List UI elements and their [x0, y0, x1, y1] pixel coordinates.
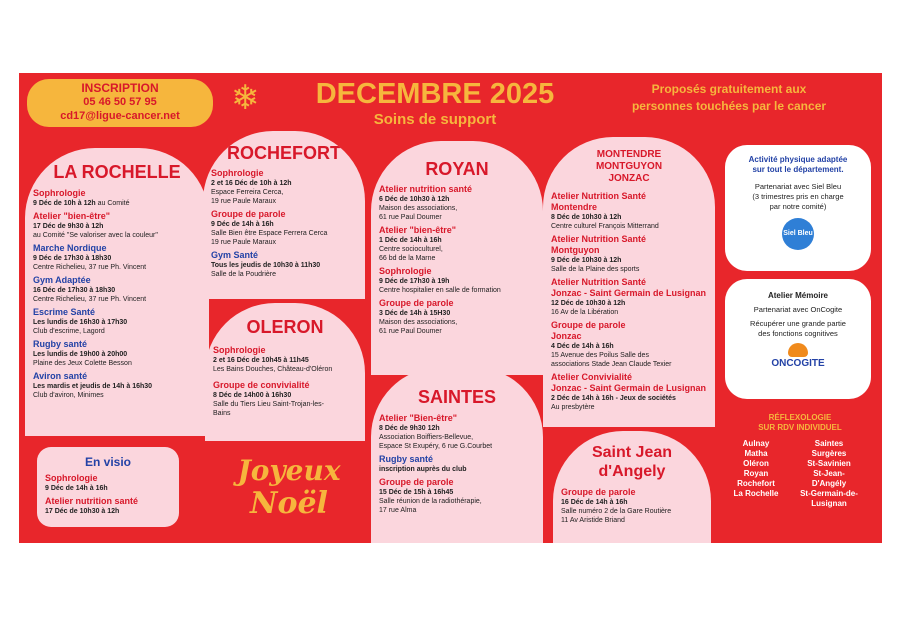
joyeux-text: Joyeux	[237, 454, 341, 487]
city-line: Saint Jean	[591, 444, 673, 461]
text-line: par notre comité)	[769, 202, 827, 211]
activity-where: 15 Avenue des Poilus Salle des	[551, 352, 649, 359]
activity-escrime	[33, 307, 201, 336]
siel-bleu-title	[725, 145, 871, 175]
activity-where: Association Boiffiers-Bellevue,	[379, 434, 474, 441]
oncogite-logo	[725, 339, 871, 370]
memoire-text	[725, 301, 871, 339]
text-line: (3 trimestres pris en charge	[752, 192, 844, 201]
activity-sophrologie	[213, 345, 357, 374]
panel-la-rochelle	[25, 148, 209, 436]
title-line: Activité physique adaptée	[748, 155, 848, 164]
inscription-email: cd17@ligue-cancer.net	[60, 110, 180, 122]
city-oleron: OLERON	[246, 317, 324, 337]
activity-when: 15 Déc de 15h à 16h45	[379, 489, 454, 496]
activity-sophrologie	[33, 188, 201, 208]
activity-where: Maison des associations,	[379, 205, 458, 212]
activity-label: Atelier "Bien-être"	[379, 413, 458, 423]
activity-when: 8 Déc de 14h00 à 16h30	[213, 392, 292, 399]
reflexologie-town: St-Germain-de-	[800, 489, 858, 498]
activity-label: Escrime Santé	[33, 307, 96, 317]
activity-where: 66 bd de la Marne	[379, 255, 436, 262]
panel-oleron	[205, 303, 365, 441]
activity-rugby	[379, 454, 535, 474]
activity-when: 17 Déc de 9h30 à 12h	[33, 223, 104, 230]
city-royan: ROYAN	[425, 159, 489, 179]
memoire-title: Atelier Mémoire	[767, 291, 829, 300]
activity-label: Sophrologie	[379, 266, 432, 276]
activity-when: 8 Déc de 9h30 12h	[379, 425, 440, 432]
activity-when: 6 Déc de 10h30 à 12h	[379, 196, 450, 203]
reflexologie	[725, 413, 875, 509]
visio-sophrologie	[45, 473, 171, 493]
reflexologie-town: Surgères	[811, 449, 847, 458]
siel-bleu-text	[725, 175, 871, 212]
activity-label: Sophrologie	[213, 345, 266, 355]
activity-label: Gym Santé	[211, 250, 259, 260]
activity-where: Salle du Tiers Lieu Saint-Trojan-les-	[213, 401, 325, 408]
activity-where: Centre socioculturel,	[379, 246, 443, 253]
panel-royan	[371, 141, 543, 375]
reflexologie-col-1	[725, 439, 787, 509]
reflexologie-col-2	[787, 439, 871, 509]
activity-when: 9 Déc de 14h à 16h	[45, 485, 108, 492]
oncogite-logo-text: ONCOGITE	[771, 358, 825, 369]
city-line: d'Angely	[598, 463, 666, 480]
activity-nutrition	[379, 184, 535, 222]
activity-where: 11 Av Aristide Briand	[561, 517, 625, 524]
activity-when: 2 et 16 Déc de 10h45 à 11h45	[213, 357, 309, 364]
activity-label: Atelier "bien-être"	[379, 225, 457, 235]
reflexologie-town: Saintes	[814, 439, 844, 448]
visio-nutrition	[45, 496, 171, 516]
activity-nutrition-montguyon	[551, 234, 707, 274]
reflexologie-town: Rochefort	[737, 479, 775, 488]
reflexologie-town: Oléron	[743, 459, 769, 468]
city-line: JONZAC	[608, 173, 650, 184]
memoire-box	[725, 279, 871, 399]
activity-where: 61 rue Paul Doumer	[379, 214, 442, 221]
noel-text: Noël	[250, 486, 328, 521]
activity-when: 9 Déc de 14h à 16h	[211, 221, 274, 228]
inscription-title: INSCRIPTION	[81, 81, 159, 95]
visio-title: En visio	[84, 455, 131, 469]
activity-groupe	[379, 477, 535, 515]
reflexologie-town: St-Savinien	[807, 459, 851, 468]
activity-when: inscription auprès du club	[379, 466, 467, 473]
activity-where: Club d'aviron, Minimes	[33, 392, 104, 399]
panel-saint-jean	[553, 431, 711, 543]
city-saintes: SAINTES	[417, 387, 496, 407]
activity-where: 16 Av de la Libération	[551, 309, 619, 316]
activity-marche	[33, 243, 201, 272]
activity-when: 16 Déc de 17h30 à 18h30	[33, 287, 116, 294]
reflexologie-town: Lusignan	[811, 499, 847, 508]
activity-label: Rugby santé	[33, 339, 88, 349]
activity-nutrition-jonzac	[551, 277, 707, 317]
activity-where: associations Stade Jean Claude Texier	[551, 361, 672, 368]
activity-where: Bains	[213, 410, 231, 417]
city-saint-jean	[553, 431, 711, 481]
activity-label: Atelier nutrition santé	[45, 496, 139, 506]
activity-where: Espace Ferreira Cerca,	[211, 189, 284, 196]
activity-label: Atelier Nutrition Santé	[551, 277, 647, 287]
activity-where: Au presbytère	[551, 404, 595, 411]
activity-sophrologie	[379, 266, 535, 295]
tagline	[609, 81, 849, 115]
reflexologie-town: Aulnay	[742, 439, 770, 448]
panel-montendre	[543, 137, 715, 427]
activity-where: au Comité	[95, 200, 130, 207]
siel-bleu-box	[725, 145, 871, 271]
activity-where: 61 rue Paul Doumer	[379, 328, 442, 335]
activity-gym	[33, 275, 201, 304]
activity-when: 2 Déc de 14h à 16h - Jeux de sociétés	[551, 395, 676, 402]
activity-gym	[211, 250, 357, 279]
inscription-box	[27, 79, 213, 127]
activity-groupe	[211, 209, 357, 247]
activity-label: Atelier nutrition santé	[379, 184, 473, 194]
city-la-rochelle: LA ROCHELLE	[53, 162, 181, 182]
reflexologie-town: La Rochelle	[733, 489, 779, 498]
activity-where: Salle numéro 2 de la Gare Routière	[561, 508, 672, 515]
activity-sophrologie	[211, 168, 357, 206]
activity-when: 16 Déc de 14h à 16h	[561, 499, 628, 506]
title-line: sur tout le département.	[752, 165, 844, 174]
activity-when: 9 Déc de 17h30 à 19h	[379, 278, 450, 285]
panel-rochefort	[203, 131, 365, 299]
activity-where: Maison des associations,	[379, 319, 458, 326]
activity-label: Groupe de parole	[211, 209, 286, 219]
activity-rugby	[33, 339, 201, 368]
panel-saintes	[371, 367, 543, 543]
activity-label: Groupe de convivialité	[213, 380, 310, 390]
activity-when: 8 Déc de 10h30 à 12h	[551, 214, 622, 221]
activity-where: 17 rue Alma	[379, 507, 417, 514]
activity-groupe	[379, 298, 535, 336]
activity-when: 2 et 16 Déc de 10h à 12h	[211, 180, 292, 187]
activity-label: Groupe de parole	[561, 487, 636, 497]
reflexologie-town: D'Angély	[811, 479, 847, 488]
text-line: Partenariat avec OnCogite	[753, 305, 843, 314]
inscription-phone: 05 46 50 57 95	[83, 96, 157, 108]
activity-label: Atelier Convivialité	[551, 372, 633, 382]
city-montendre	[543, 137, 715, 185]
activity-where: au Comité "Se valoriser avec la couleur"	[33, 232, 158, 239]
activity-label: Atelier Nutrition Santé	[551, 191, 647, 201]
activity-when: 9 Déc de 10h30 à 12h	[551, 257, 622, 264]
activity-label: Rugby santé	[379, 454, 434, 464]
activity-when: Les lundis de 16h30 à 17h30	[33, 319, 128, 326]
page-subtitle: Soins de support	[373, 111, 497, 128]
activity-where: Centre culturel François Mitterrand	[551, 223, 659, 230]
activity-when: 3 Déc de 14h à 15H30	[379, 310, 451, 317]
activity-groupe	[213, 380, 357, 418]
activity-bien-etre	[379, 225, 535, 263]
brain-icon	[788, 343, 808, 357]
activity-when: 9 Déc de 10h à 12h	[33, 200, 96, 207]
city-rochefort: ROCHEFORT	[227, 143, 341, 163]
activity-where: Centre Richelieu, 37 rue Ph. Vincent	[33, 296, 147, 303]
poster	[19, 73, 882, 543]
activity-label: Jonzac - Saint Germain de Lusignan	[551, 383, 707, 393]
activity-where: Centre hospitalier en salle de formation	[379, 287, 501, 294]
activity-where: 19 rue Paule Maraux	[211, 198, 276, 205]
activity-when: Les lundis de 19h00 à 20h00	[33, 351, 128, 358]
panel-en-visio	[37, 447, 179, 527]
activity-when: 4 Déc de 14h à 16h	[551, 343, 614, 350]
activity-label: Atelier Nutrition Santé	[551, 234, 647, 244]
activity-where: Salle Bien être Espace Ferrera Cerca	[211, 230, 328, 237]
text-line: des fonctions cognitives	[758, 329, 838, 338]
activity-bien-etre	[33, 211, 201, 240]
activity-where: Centre Richelieu, 37 rue Ph. Vincent	[33, 264, 147, 271]
reflexologie-town: Royan	[743, 469, 769, 478]
activity-label: Marche Nordique	[33, 243, 107, 253]
page-title: DECEMBRE 2025	[315, 78, 555, 110]
siel-bleu-logo: Siel Bleu	[782, 218, 814, 250]
city-line: MONTGUYON	[595, 161, 663, 172]
activity-when: 17 Déc de 10h30 à 12h	[45, 508, 120, 515]
tagline-line-1: Proposés gratuitement aux	[651, 82, 807, 96]
activity-label: Groupe de parole	[379, 298, 454, 308]
activity-label: Groupe de parole	[551, 320, 626, 330]
activity-groupe	[561, 487, 703, 525]
activity-label: Jonzac - Saint Germain de Lusignan	[551, 288, 707, 298]
activity-when: Les mardis et jeudis de 14h à 16h30	[33, 383, 153, 390]
activity-when: Tous les jeudis de 10h30 à 11h30	[211, 262, 321, 269]
text-line: Récupérer une grande partie	[750, 319, 846, 328]
activity-where: Salle de la Plaine des sports	[551, 266, 640, 273]
city-line: MONTENDRE	[596, 149, 662, 160]
activity-label: Montguyon	[551, 245, 600, 255]
activity-label: Sophrologie	[45, 473, 98, 483]
tagline-line-2: personnes touchées par le cancer	[631, 99, 827, 113]
activity-groupe-jonzac	[551, 320, 707, 369]
activity-convivialite	[551, 372, 707, 412]
activity-nutrition-montendre	[551, 191, 707, 231]
activity-bien-etre	[379, 413, 535, 451]
activity-label: Groupe de parole	[379, 477, 454, 487]
activity-label: Gym Adaptée	[33, 275, 91, 285]
text-line: Partenariat avec Siel Bleu	[754, 182, 842, 191]
activity-aviron	[33, 371, 201, 400]
activity-when: 1 Déc de 14h à 16h	[379, 237, 442, 244]
activity-when: 12 Déc de 10h30 à 12h	[551, 300, 626, 307]
activity-where: Salle réunion de la radiothérapie,	[379, 498, 482, 505]
reflexologie-town: Matha	[744, 449, 768, 458]
activity-when: 9 Déc de 17h30 à 18h30	[33, 255, 112, 262]
reflexologie-title: RÉFLEXOLOGIE	[768, 413, 832, 422]
reflexologie-lists	[725, 433, 875, 509]
activity-where: Espace St Exupéry, 6 rue G.Courbet	[379, 443, 493, 450]
activity-where: Les Bains Douches, Château-d'Oléron	[213, 366, 333, 373]
activity-label: Sophrologie	[211, 168, 264, 178]
activity-label: Atelier "bien-être"	[33, 211, 111, 221]
activity-where: Plaine des Jeux Colette Besson	[33, 360, 132, 367]
activity-where: Salle de la Poudrière	[211, 271, 276, 278]
activity-where: 19 rue Paule Maraux	[211, 239, 276, 246]
activity-where: Club d'escrime, Lagord	[33, 328, 105, 335]
activity-label: Sophrologie	[33, 188, 86, 198]
activity-label: Montendre	[551, 202, 597, 212]
reflexologie-town: St-Jean-	[813, 469, 845, 478]
activity-label: Aviron santé	[33, 371, 88, 381]
snowflake-icon: ❄	[231, 79, 260, 117]
reflexologie-subtitle: SUR RDV INDIVIDUEL	[758, 423, 842, 432]
activity-label: Jonzac	[551, 331, 582, 341]
